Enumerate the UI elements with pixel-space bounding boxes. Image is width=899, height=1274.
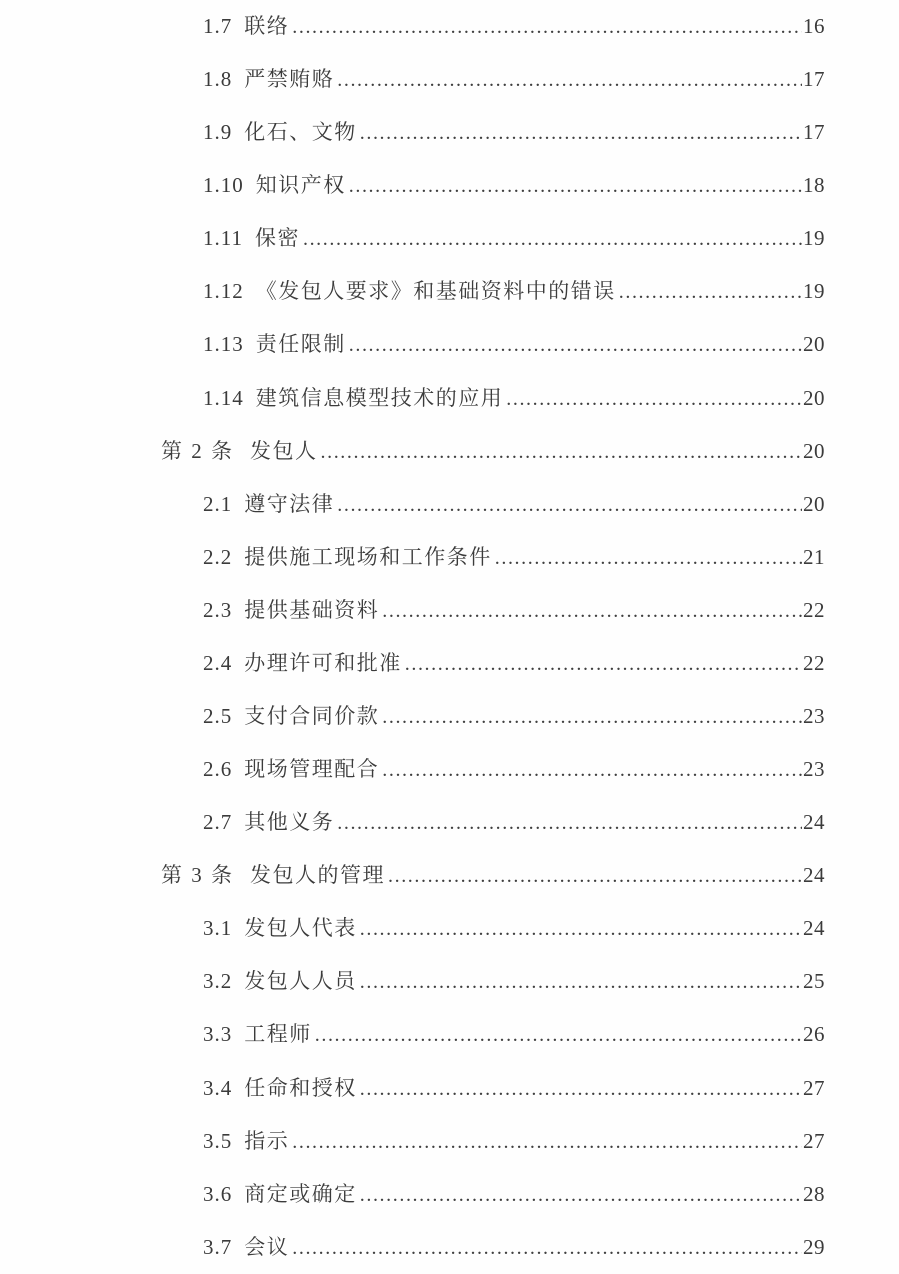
dot-leader-decoration <box>349 333 802 356</box>
toc-entry <box>0 1221 899 1274</box>
toc-entry-title: 工程师 <box>244 1022 312 1047</box>
toc-entry-number: 1.9 <box>203 120 233 145</box>
toc-entry-title: 任命和授权 <box>244 1075 357 1100</box>
toc-entry <box>0 425 899 478</box>
toc-entry <box>0 0 899 53</box>
toc-entry <box>0 478 899 531</box>
toc-entry-title: 提供基础资料 <box>244 597 380 622</box>
toc-entry-page: 20 <box>803 491 825 516</box>
toc-entry-title: 提供施工现场和工作条件 <box>244 544 492 569</box>
toc-entry <box>0 1115 899 1168</box>
toc-entry-page: 22 <box>803 650 825 675</box>
toc-entry-page: 27 <box>803 1128 825 1153</box>
toc-entry-title: 发包人人员 <box>244 969 357 994</box>
toc-entry-number: 3.1 <box>203 916 233 941</box>
toc-entry-title: 遵守法律 <box>244 491 335 516</box>
toc-entry <box>0 531 899 584</box>
toc-entry-page: 23 <box>803 757 825 782</box>
toc-entry-title: 《发包人要求》和基础资料中的错误 <box>255 279 616 304</box>
toc-entry-page: 19 <box>803 226 825 251</box>
toc-entry-title: 知识产权 <box>255 173 346 198</box>
toc-entry-title: 指示 <box>244 1128 290 1153</box>
toc-entry-number: 3.7 <box>203 1234 233 1259</box>
toc-entry-title: 支付合同价款 <box>244 704 380 729</box>
toc-entry-page: 20 <box>803 332 825 357</box>
toc-entry <box>0 955 899 1008</box>
dot-leader-decoration <box>619 280 802 303</box>
toc-entry-page: 16 <box>803 14 825 38</box>
toc-entry <box>0 53 899 106</box>
toc-entry-number: 3.2 <box>203 969 233 994</box>
toc-entry-page: 27 <box>803 1075 825 1100</box>
toc-entry-number: 2.3 <box>203 597 233 622</box>
toc-entry <box>0 159 899 212</box>
toc-entry-page: 17 <box>803 120 825 145</box>
toc-entry-page: 23 <box>803 704 825 729</box>
dot-leader-decoration <box>337 68 802 91</box>
toc-entry-title: 严禁贿赂 <box>244 67 335 92</box>
toc-entry-title: 其他义务 <box>244 810 335 835</box>
dot-leader-decoration <box>292 1130 802 1153</box>
toc-entry-number: 1.8 <box>203 67 233 92</box>
toc-entry <box>0 212 899 265</box>
toc-entry-page: 20 <box>803 385 825 410</box>
toc-entry-title: 建筑信息模型技术的应用 <box>255 385 504 410</box>
dot-leader-decoration <box>405 652 802 675</box>
toc-entry-title: 会议 <box>244 1234 290 1259</box>
dot-leader-decoration <box>388 864 802 887</box>
toc-entry-title: 发包人代表 <box>244 916 357 941</box>
dot-leader-decoration <box>360 1077 802 1100</box>
toc-entry-page: 24 <box>803 916 825 941</box>
toc-entry-page: 20 <box>803 438 825 463</box>
toc-entry-number: 第 2 条 <box>161 438 234 463</box>
toc-entry-title: 保密 <box>254 226 300 251</box>
dot-leader-decoration <box>360 970 802 993</box>
dot-leader-decoration <box>292 15 802 38</box>
toc-entry-page: 17 <box>803 67 825 92</box>
dot-leader-decoration <box>360 917 802 940</box>
toc-entry <box>0 902 899 955</box>
toc-entry-number: 2.6 <box>203 757 233 782</box>
toc-entry-page: 28 <box>803 1181 825 1206</box>
toc-entry-number: 3.5 <box>203 1128 233 1153</box>
dot-leader-decoration <box>337 811 802 834</box>
dot-leader-decoration <box>360 1183 802 1206</box>
toc-entry-number: 1.12 <box>203 279 244 304</box>
toc-entry <box>0 690 899 743</box>
toc-entry <box>0 1168 899 1221</box>
toc-entry-title: 现场管理配合 <box>244 757 380 782</box>
toc-entry <box>0 584 899 637</box>
toc-entry-number: 2.4 <box>203 650 233 675</box>
toc-entry <box>0 106 899 159</box>
toc-entry-page: 29 <box>803 1234 825 1259</box>
dot-leader-decoration <box>321 440 803 463</box>
toc-entry-number: 1.13 <box>203 332 244 357</box>
toc-entry-number: 3.6 <box>203 1181 233 1206</box>
dot-leader-decoration <box>382 705 802 728</box>
toc-entry <box>0 849 899 902</box>
dot-leader-decoration <box>303 227 802 250</box>
toc-entry-number: 2.1 <box>203 491 233 516</box>
dot-leader-decoration <box>382 599 802 622</box>
toc-entry-page: 26 <box>803 1022 825 1047</box>
dot-leader-decoration <box>382 758 802 781</box>
dot-leader-decoration <box>315 1023 802 1046</box>
dot-leader-decoration <box>506 387 802 410</box>
toc-entry <box>0 743 899 796</box>
toc-entry-number: 1.7 <box>203 14 233 38</box>
toc-entry-number: 3.4 <box>203 1075 233 1100</box>
toc-entry-number: 3.3 <box>203 1022 233 1047</box>
dot-leader-decoration <box>337 493 802 516</box>
toc-entry-page: 24 <box>803 863 825 888</box>
toc-entry <box>0 1008 899 1061</box>
dot-leader-decoration <box>495 546 802 569</box>
toc-entry-number: 第 3 条 <box>161 863 234 888</box>
toc-entry-title: 商定或确定 <box>244 1181 357 1206</box>
toc-entry-page: 24 <box>803 810 825 835</box>
toc-entry-title: 发包人的管理 <box>250 863 385 888</box>
toc-entry-title: 办理许可和批准 <box>244 650 402 675</box>
toc-entry <box>0 637 899 690</box>
dot-leader-decoration <box>349 174 802 197</box>
toc-entry-page: 25 <box>803 969 825 994</box>
toc-entry-number: 2.2 <box>203 544 233 569</box>
toc-entry <box>0 265 899 318</box>
toc-entry <box>0 1062 899 1115</box>
toc-entry-title: 发包人 <box>250 438 318 463</box>
toc-entry-page: 21 <box>803 544 825 569</box>
dot-leader-decoration <box>360 121 802 144</box>
toc-entry-page: 22 <box>803 597 825 622</box>
toc-entry <box>0 796 899 849</box>
toc-entry-number: 2.7 <box>203 810 233 835</box>
toc-entry-number: 1.14 <box>203 385 244 410</box>
toc-entry-number: 2.5 <box>203 704 233 729</box>
toc-entry-number: 1.10 <box>203 173 244 198</box>
toc-entry-title: 责任限制 <box>255 332 346 357</box>
toc-entry-title: 联络 <box>244 14 290 38</box>
dot-leader-decoration <box>292 1236 802 1259</box>
toc-entry-number: 1.11 <box>203 226 243 251</box>
toc-entry-title: 化石、文物 <box>244 120 357 145</box>
toc-entry <box>0 372 899 425</box>
toc-entry-page: 18 <box>803 173 825 198</box>
toc-entry-page: 19 <box>803 279 825 304</box>
toc-entry <box>0 318 899 371</box>
